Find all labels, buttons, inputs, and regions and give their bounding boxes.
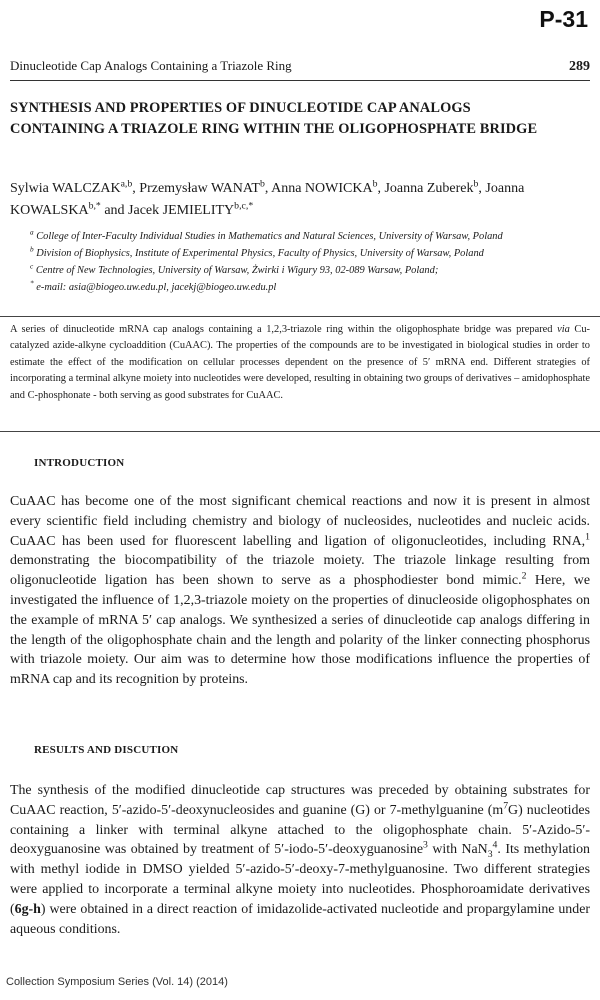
- author-separator: and: [100, 203, 129, 218]
- paragraph-text: Here, we investigated the influence of 1,2,3-triazole moiety on the properties of dinucleoside oligophosphates on the example of mRNA 5′ cap analogs. We synthesized a series of dinucleotide cap analogs differing in the length of the oligophosphate chain and the length and polarity of the linker connecting phosphorus with triazole moiety. Our aim was to determine how those modifications influence the properties of mRNA cap and its recognition by proteins.: [10, 573, 590, 688]
- paragraph-text: The synthesis of the modified dinucleotide cap structures was preceded by obtaining substrates for CuAAC reaction, 5′-azido-5′-deoxynucleosides and guanine (G) or 7-methylguanine (m: [10, 783, 590, 818]
- reference-mark: 2: [521, 570, 527, 582]
- author-separator: ,: [132, 181, 140, 196]
- superscript-seven: 7: [503, 800, 509, 812]
- poster-id: P-31: [539, 6, 588, 32]
- results-heading: RESULTS AND DISCUTION: [34, 744, 179, 756]
- paragraph-text: with NaN: [427, 842, 488, 858]
- author-affil-mark: b: [372, 178, 378, 190]
- affiliation-list: [30, 228, 590, 296]
- affiliation-item: [30, 279, 590, 296]
- author-affil-mark: b: [259, 178, 265, 190]
- paragraph-text: CuAAC has become one of the most significant chemical reactions and now it is present in almost every scientific field including chemistry and biology of nucleosides, nucleotides and nucleic acids. CuAAC has been used for fluorescent labelling and ligation of oligonucleotides, including RNA,: [10, 494, 590, 549]
- affiliation-email: e-mail: asia@biogeo.uw.edu.pl, jacekj@biogeo.uw.edu.pl: [36, 282, 277, 293]
- affiliation-text: Division of Biophysics, Institute of Experimental Physics, Faculty of Physics, University of Warsaw, Poland: [36, 248, 484, 259]
- affiliation-item: [30, 245, 590, 262]
- author-separator: ,: [264, 181, 272, 196]
- affiliation-mark: *: [30, 279, 34, 288]
- affiliation-mark: b: [30, 245, 34, 254]
- author-list: [10, 178, 590, 222]
- author-name: Sylwia WALCZAK: [10, 181, 121, 196]
- affiliation-mark: a: [30, 228, 34, 237]
- author-affil-mark: b,*: [88, 200, 101, 212]
- title-line-2: CONTAINING A TRIAZOLE RING WITHIN THE OLIGOPHOSPHATE BRIDGE: [10, 121, 538, 137]
- page-number: 289: [569, 59, 590, 74]
- running-head: [10, 58, 590, 81]
- author-separator: ,: [478, 181, 486, 196]
- results-paragraph: [10, 781, 590, 939]
- running-head-title: Dinucleotide Cap Analogs Containing a Triazole Ring: [10, 58, 292, 73]
- paragraph-text: ) were obtained in a direct reaction of imidazolide-activated nucleotide and propargylamine under aqueous conditions.: [10, 901, 590, 937]
- author-name: Joanna KOWALSKA: [10, 181, 525, 218]
- affiliation-text: College of Inter-Faculty Individual Studies in Mathematics and Natural Sciences, University of Warsaw, Poland: [36, 231, 503, 242]
- reference-mark: 3: [423, 839, 428, 851]
- abstract-text-part: Cu-catalyzed azide-alkyne cycloaddition (CuAAC). The properties of the compounds are to be investigated in biological studies in order to estimate the effect of the modification on cellular processes dependent on the presence of 5′ mRNA end. Different strategies of incorporating a terminal alkyne moiety into nucleotides were developed, resulting in obtaining two groups of derivatives – amidophosphate and C-phosphonate - both serving as good substrates for CuAAC.: [10, 324, 590, 401]
- author-separator: ,: [377, 181, 385, 196]
- reference-mark: 1: [585, 530, 590, 542]
- paragraph-text: demonstrating the biocompatibility of the triazole moiety. The triazole linkage resulting from oligonucleotide ligation has been shown to serve as a phosphodiester bond mimic.: [10, 553, 590, 589]
- author-name: Przemysław WANAT: [139, 181, 260, 196]
- author-affil-mark: b: [473, 178, 479, 190]
- introduction-paragraph: [10, 492, 590, 690]
- author-name: Joanna Zuberek: [384, 181, 474, 196]
- author-affil-mark: a,b: [120, 178, 133, 190]
- title-line-1: SYNTHESIS AND PROPERTIES OF DINUCLEOTIDE CAP ANALOGS: [10, 100, 471, 116]
- paper-title: [10, 98, 590, 140]
- subscript-three: 3: [487, 849, 493, 861]
- paragraph-text: G) nucleotides containing a linker with terminal alkyne attached to the oligophosphate chain. 5′-Azido-5′-deoxyguanosine was obtained by treatment of 5′-iodo-5′-deoxyguanosine: [10, 802, 591, 858]
- author-name: Anna NOWICKA: [271, 181, 373, 196]
- affiliation-item: [30, 228, 590, 245]
- abstract-text-part: A series of dinucleotide mRNA cap analogs containing a 1,2,3-triazole ring within the oligophosphate bridge was prepared: [10, 324, 558, 335]
- compound-label: 6g-h: [14, 901, 41, 917]
- author-affil-mark: b,c,*: [234, 200, 254, 212]
- introduction-heading: INTRODUCTION: [34, 457, 125, 469]
- reference-mark: 4: [492, 839, 498, 851]
- paragraph-text: . Its methylation with methyl iodide in DMSO yielded 5′-azido-5′-deoxy-7-methylguanosine. Two different strategies were applied to incorporate a terminal alkyne moiety into nucleotides. Phosphoroamidate derivatives (: [10, 842, 590, 917]
- abstract: [0, 316, 600, 432]
- affiliation-item: [30, 262, 590, 279]
- affiliation-mark: c: [30, 262, 34, 271]
- affiliation-text: Centre of New Technologies, University of Warsaw, Żwirki i Wigury 93, 02-089 Warsaw, Poland;: [35, 265, 439, 276]
- page-footer: Collection Symposium Series (Vol. 14) (2014): [6, 976, 228, 988]
- author-name: Jacek JEMIELITY: [128, 203, 235, 218]
- abstract-italic-word: via: [557, 324, 570, 335]
